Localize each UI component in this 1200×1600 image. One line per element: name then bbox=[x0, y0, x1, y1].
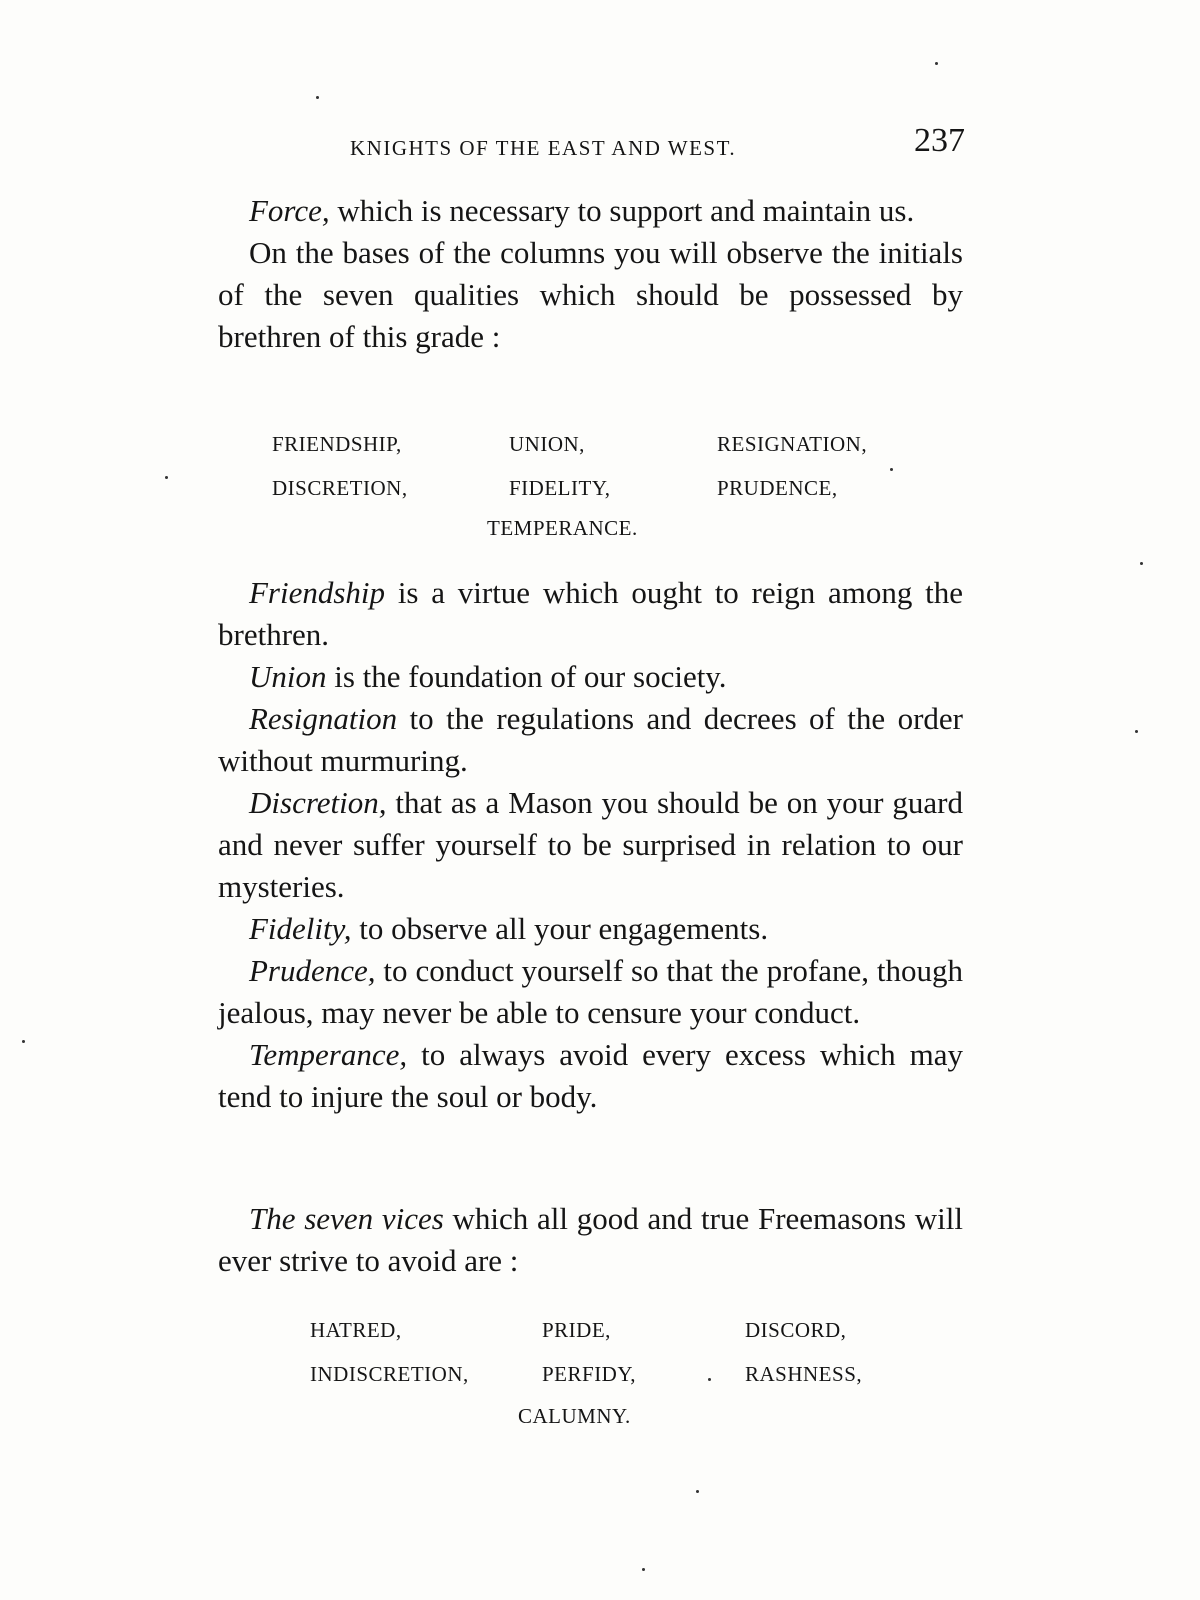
virtue-term: Prudence, bbox=[249, 953, 376, 988]
paper-speck bbox=[165, 476, 168, 479]
running-head: KNIGHTS OF THE EAST AND WEST. bbox=[350, 136, 737, 160]
quality-item: RESIGNATION, bbox=[717, 432, 868, 456]
term-force: Force, bbox=[249, 193, 330, 228]
virtue-text: to always avoid every excess which may tend to injure the soul or body. bbox=[218, 1037, 963, 1114]
paper-speck bbox=[642, 1568, 645, 1571]
virtue-paragraph bbox=[218, 950, 963, 1034]
vices-list bbox=[310, 1318, 930, 1448]
vice-item: INDISCRETION, bbox=[310, 1362, 469, 1386]
virtue-paragraph bbox=[218, 572, 963, 656]
vice-item: HATRED, bbox=[310, 1318, 402, 1342]
vices-intro-paragraph bbox=[218, 1198, 963, 1282]
vice-item: DISCORD, bbox=[745, 1318, 847, 1342]
quality-item: DISCRETION, bbox=[272, 476, 408, 500]
page-header bbox=[215, 118, 975, 168]
quality-item: PRUDENCE, bbox=[717, 476, 838, 500]
vice-item: CALUMNY. bbox=[518, 1404, 631, 1428]
quality-item: FIDELITY, bbox=[509, 476, 611, 500]
virtue-text: is a virtue which ought to reign among the brethren. bbox=[218, 575, 963, 652]
virtue-term: Fidelity, bbox=[249, 911, 352, 946]
virtue-paragraph bbox=[218, 698, 963, 782]
virtues-block bbox=[218, 572, 963, 1118]
virtue-text: to conduct yourself so that the profane, though jealous, may never be able to censure your conduct. bbox=[218, 953, 963, 1030]
page-number: 237 bbox=[914, 122, 965, 159]
quality-item: UNION, bbox=[509, 432, 585, 456]
term-seven-vices: The seven vices bbox=[249, 1201, 444, 1236]
vice-item: PERFIDY, bbox=[542, 1362, 637, 1386]
vice-item: RASHNESS, bbox=[745, 1362, 863, 1386]
qualities-list bbox=[272, 432, 912, 562]
virtue-paragraph bbox=[218, 656, 963, 698]
virtue-term: Union bbox=[249, 659, 327, 694]
vice-item: PRIDE, bbox=[542, 1318, 611, 1342]
virtue-text: that as a Mason you should be on your guard and never suffer yourself to be surprised in relation to our mysteries. bbox=[218, 785, 963, 904]
virtue-text: is the foundation of our society. bbox=[326, 659, 727, 694]
paper-speck bbox=[22, 1040, 25, 1043]
virtue-paragraph bbox=[218, 908, 963, 950]
virtue-term: Friendship bbox=[249, 575, 386, 610]
paper-speck bbox=[708, 1378, 711, 1381]
virtue-term: Resignation bbox=[249, 701, 398, 736]
virtue-term: Temperance, bbox=[249, 1037, 408, 1072]
paragraph-force-text: which is necessary to support and maintain us. bbox=[329, 193, 915, 228]
vices-intro-block bbox=[218, 1198, 963, 1282]
paper-speck bbox=[890, 468, 893, 471]
virtue-text: to the regulations and decrees of the order without murmuring. bbox=[218, 701, 963, 778]
paragraph-force bbox=[218, 190, 963, 232]
paper-speck bbox=[316, 96, 319, 99]
vices-intro-text: which all good and true Freemasons will ever strive to avoid are : bbox=[218, 1201, 964, 1278]
paper-speck bbox=[935, 62, 938, 65]
virtue-term: Discretion, bbox=[249, 785, 387, 820]
virtue-text: to observe all your engagements. bbox=[351, 911, 769, 946]
virtue-paragraph bbox=[218, 782, 963, 908]
paragraph-columns: On the bases of the columns you will observe the initials of the seven qualities which should be possessed by brethren of this grade : bbox=[218, 235, 963, 354]
quality-item: TEMPERANCE. bbox=[487, 516, 638, 540]
intro-block bbox=[218, 190, 963, 358]
quality-item: FRIENDSHIP, bbox=[272, 432, 402, 456]
virtue-paragraph bbox=[218, 1034, 963, 1118]
paper-speck bbox=[1140, 562, 1143, 565]
paper-speck bbox=[696, 1490, 699, 1493]
paper-speck bbox=[1135, 730, 1138, 733]
